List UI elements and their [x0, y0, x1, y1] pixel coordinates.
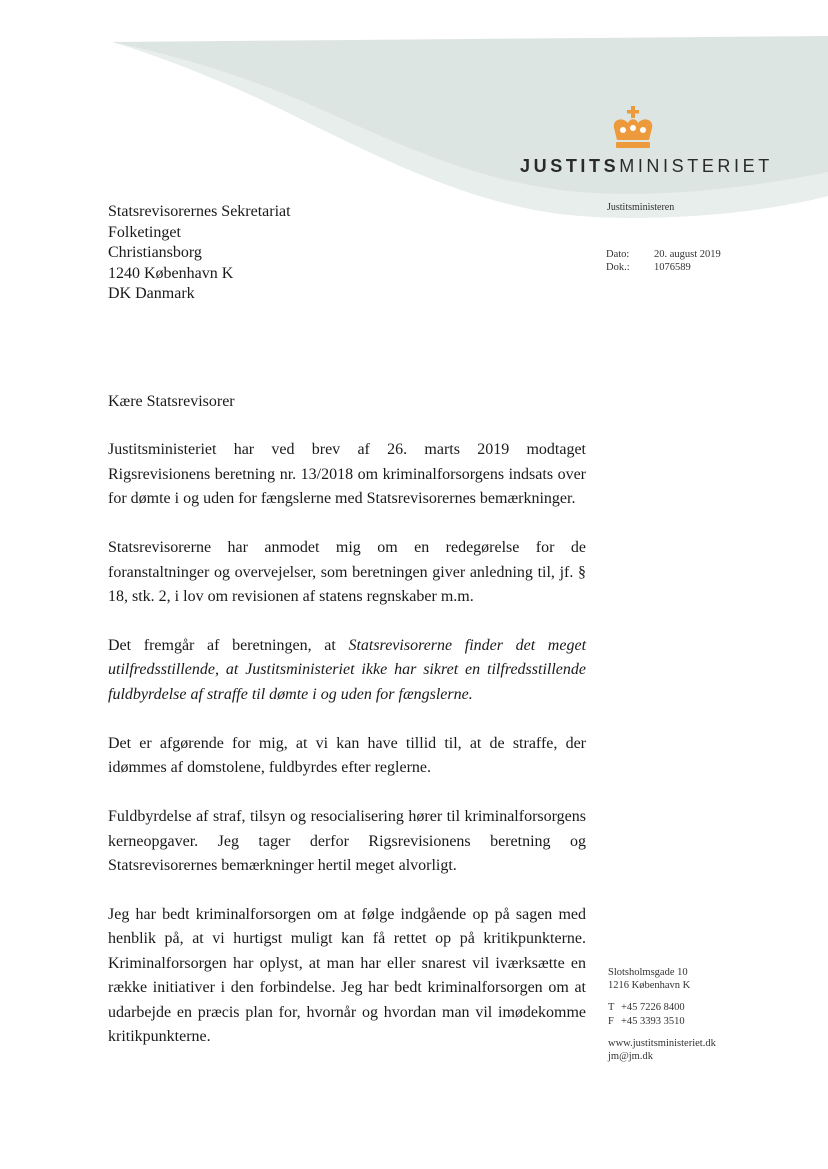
email-link[interactable]: jm@jm.dk [608, 1051, 653, 1063]
meta-date-row [606, 248, 721, 261]
recipient-line: Statsrevisorernes Sekretariat [108, 203, 291, 220]
letter-body [108, 390, 586, 1050]
phone-number: +45 7226 8400 [621, 1002, 685, 1014]
meta-doc-row [606, 261, 721, 274]
recipient-line: Folketinget [108, 223, 181, 241]
paragraph-2: Statsrevisorerne har anmodet mig om en redegørelse for de foranstaltninger og overvejelser, som beretningen giver anledning til, jf. § 18, stk. 2, i lov om revisionen af statens regnskaber m.m. [108, 539, 586, 606]
doc-value: 1076589 [654, 262, 691, 273]
fax-row [608, 1015, 716, 1028]
paragraph-3-quote: Statsrevisorerne finder det meget utilfredsstillende, at Justitsministeriet ikke har sikret en tilfredsstillende fuldbyrdelse af straffe til dømte i og uden for fængslerne. [108, 637, 587, 703]
paragraph-3-intro: Det fremgår af beretningen, at [108, 637, 349, 655]
salutation: Kære Statsrevisorer [108, 393, 235, 410]
ministry-name-bold: JUSTITS [520, 156, 620, 176]
recipient-line: DK Danmark [108, 285, 195, 302]
website-link[interactable]: www.justitsministeriet.dk [608, 1037, 716, 1049]
crown-icon [608, 106, 658, 152]
fax-label: F [608, 1015, 614, 1027]
paragraph-4: Det er afgørende for mig, at vi kan have tillid til, at de straffe, der idømmes af domstolene, fuldbyrdes efter reglerne. [108, 734, 586, 777]
paragraph-1: Justitsministeriet har ved brev af 26. marts 2019 modtaget Rigsrevisionens beretning nr. 13/2018 om kriminalforsorgens indsats over for dømte i og uden for fængslerne med Statsrevisorernes bemærkninger. [108, 441, 586, 508]
fax-number: +45 3393 3510 [621, 1015, 685, 1027]
date-value: 20. august 2019 [654, 249, 721, 260]
phone-row [608, 1001, 716, 1014]
document-meta [606, 248, 721, 274]
web-block [608, 1037, 716, 1063]
street: Slotsholmsgade 10 [608, 967, 688, 978]
city: 1216 København K [608, 980, 691, 992]
doc-label: Dok.: [606, 262, 630, 273]
paragraph-3 [108, 634, 586, 707]
recipient-line: Christiansborg [108, 244, 202, 261]
ministry-name-light: MINISTERIET [619, 156, 773, 176]
sender-line: Justitsministeren [607, 202, 675, 213]
contact-info [608, 966, 716, 1072]
paragraph-5: Fuldbyrdelse af straf, tilsyn og resocialisering hører til kriminalforsorgens kerneopgaver. Jeg tager derfor Rigsrevisionens beretning og Statsrevisorernes bemærkninger hertil meget alvorligt. [108, 808, 586, 875]
address-block [608, 966, 716, 992]
paragraph-6: Jeg har bedt kriminalforsorgen om at følge indgående op på sagen med henblik på, at vi hurtigst muligt kan få rettet op på kritikpunkterne. Kriminalforsorgen har oplyst, at man har eller snarest vil iværksætte en række initiativer i den forbindelse. Jeg har bedt kriminalforsorgen om at udarbejde en præcis plan for, hvornår og hvordan man vil imødekomme kritikpunkterne. [108, 906, 586, 1046]
date-label: Dato: [606, 249, 630, 260]
ministry-name [520, 156, 773, 177]
phone-label: T [608, 1002, 615, 1014]
phone-block [608, 1001, 716, 1027]
recipient-line: 1240 København K [108, 264, 234, 282]
recipient-address [108, 202, 291, 305]
